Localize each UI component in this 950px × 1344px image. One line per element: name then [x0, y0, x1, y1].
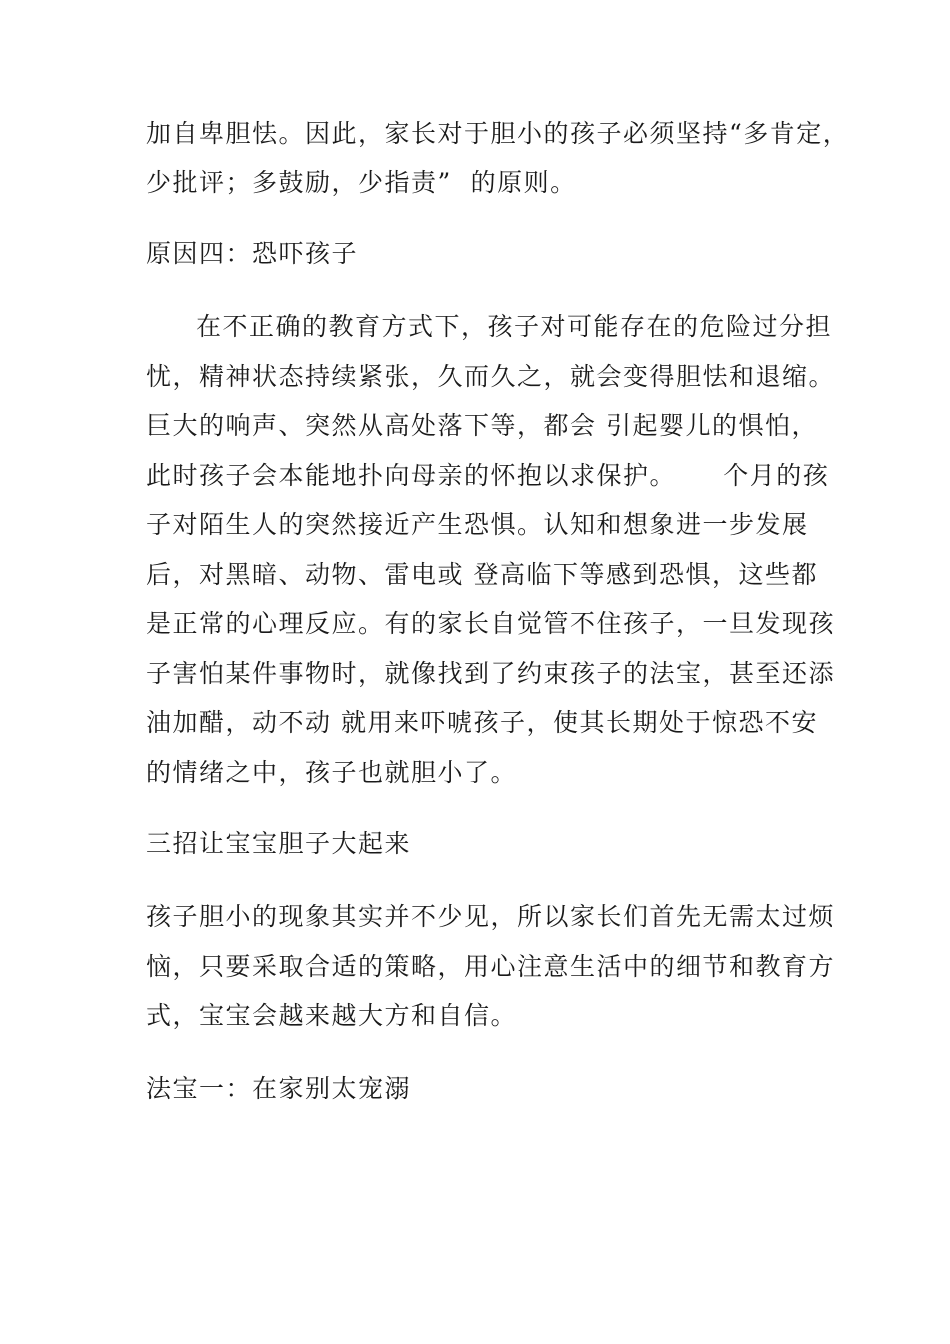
- paragraph-line: 是正常的心理反应。有的家长自觉管不住孩子，一旦发现孩: [146, 609, 836, 638]
- paragraph-line: 的情绪之中，孩子也就胆小了。: [146, 758, 518, 787]
- paragraph-line: 少批评；多鼓励，少指责” 的原则。: [146, 168, 577, 197]
- paragraph-line: 油加醋，动不动 就用来吓唬孩子，使其长期处于惊恐不安: [146, 708, 818, 737]
- paragraph-line: 在不正确的教育方式下，孩子对可能存在的危险过分担: [196, 312, 833, 341]
- paragraph-line: 忧，精神状态持续紧张，久而久之，就会变得胆怯和退缩。: [146, 362, 836, 391]
- section-heading: 三招让宝宝胆子大起来: [146, 829, 412, 858]
- paragraph-line: 后，对黑暗、动物、雷电或 登高临下等感到恐惧，这些都: [146, 560, 818, 589]
- paragraph-line: 孩子胆小的现象其实并不少见，所以家长们首先无需太过烦: [146, 902, 836, 931]
- paragraph-line: 加自卑胆怯。因此，家长对于胆小的孩子必须坚持“多肯定，: [146, 119, 850, 148]
- paragraph-line: 巨大的响声、突然从高处落下等，都会 引起婴儿的惧怕，: [146, 411, 818, 440]
- paragraph-line: 此时孩子会本能地扑向母亲的怀抱以求保护。 个月的孩: [146, 461, 830, 490]
- paragraph-line: 恼，只要采取合适的策略，用心注意生活中的细节和教育方: [146, 952, 836, 981]
- paragraph-line: 子对陌生人的突然接近产生恐惧。认知和想象进一步发展: [146, 510, 809, 539]
- paragraph-line: 子害怕某件事物时，就像找到了约束孩子的法宝，甚至还添: [146, 659, 836, 688]
- section-heading: 原因四：恐吓孩子: [146, 239, 359, 268]
- paragraph-line: 式，宝宝会越来越大方和自信。: [146, 1001, 518, 1030]
- section-heading: 法宝一：在家别太宠溺: [146, 1074, 412, 1103]
